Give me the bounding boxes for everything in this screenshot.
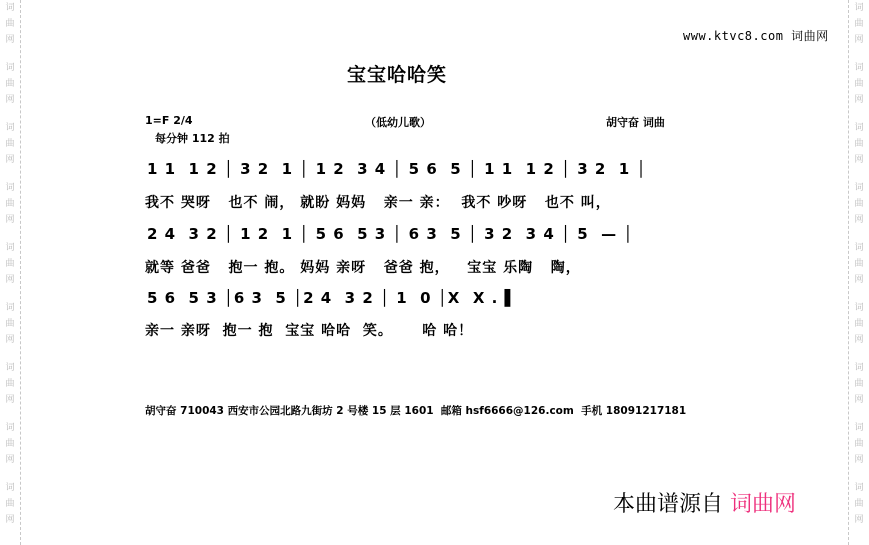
watermark-text: 词曲网: [854, 63, 864, 105]
key-signature: 1=F 2/4: [145, 114, 193, 127]
site-url[interactable]: www.ktvc8.com: [683, 29, 784, 43]
site-name[interactable]: 词曲网: [791, 29, 829, 43]
watermark-text: 词曲网: [854, 123, 864, 165]
lyrics-line-1: 我不 哭呀 也不 闹， 就盼 妈妈 亲一 亲： 我不 吵呀 也不 叫，: [145, 195, 611, 211]
site-header: [683, 27, 829, 44]
watermark-text: 词曲网: [854, 243, 864, 285]
watermark-text: 词曲网: [854, 483, 864, 525]
song-title: 宝宝哈哈笑: [347, 64, 448, 86]
source-attribution: [613, 487, 796, 518]
watermark-text: 词曲网: [5, 3, 15, 45]
source-prefix: 本曲谱源自: [613, 492, 724, 517]
tempo-marking: 每分钟 112 拍: [155, 132, 230, 145]
watermark-text: 词曲网: [5, 483, 15, 525]
left-margin-strip: [0, 0, 21, 545]
watermark-text: 词曲网: [5, 243, 15, 285]
watermark-text: 词曲网: [854, 183, 864, 225]
notation-line-3: 5 6 5 3 │6 3 5 │2 4 3 2 │ 1 0 │X X . ▌: [147, 289, 518, 307]
notation-line-1: 1 1 1 2 │ 3 2 1 │ 1 2 3 4 │ 5 6 5 │ 1 1 1 2 │ 3 2 1 │: [147, 160, 647, 178]
watermark-text: 词曲网: [5, 183, 15, 225]
source-brand-link[interactable]: 词曲网: [730, 492, 797, 517]
lyrics-line-3: 亲一 亲呀 抱一 抱 宝宝 哈哈 笑。 哈 哈！: [145, 323, 474, 339]
watermark-text: 词曲网: [854, 303, 864, 345]
watermark-text: 词曲网: [854, 363, 864, 405]
watermark-text: 词曲网: [5, 63, 15, 105]
composer-credit: 胡守奋 词曲: [606, 116, 665, 129]
watermark-text: 词曲网: [854, 423, 864, 465]
notation-line-2: 2 4 3 2 │ 1 2 1 │ 5 6 5 3 │ 6 3 5 │ 3 2 3 4 │ 5 — │: [147, 225, 634, 243]
right-margin-strip: [848, 0, 869, 545]
genre-label: （低幼儿歌）: [365, 116, 431, 129]
lyrics-line-2: 就等 爸爸 抱一 抱。 妈妈 亲呀 爸爸 抱， 宝宝 乐陶 陶，: [145, 260, 581, 276]
watermark-text: 词曲网: [5, 423, 15, 465]
contact-info: 胡守奋 710043 西安市公园北路九街坊 2 号楼 15 层 1601 邮箱 hsf6666@126.com 手机 18091217181: [145, 405, 687, 417]
watermark-text: 词曲网: [5, 123, 15, 165]
watermark-text: 词曲网: [5, 303, 15, 345]
watermark-text: 词曲网: [854, 3, 864, 45]
watermark-text: 词曲网: [5, 363, 15, 405]
